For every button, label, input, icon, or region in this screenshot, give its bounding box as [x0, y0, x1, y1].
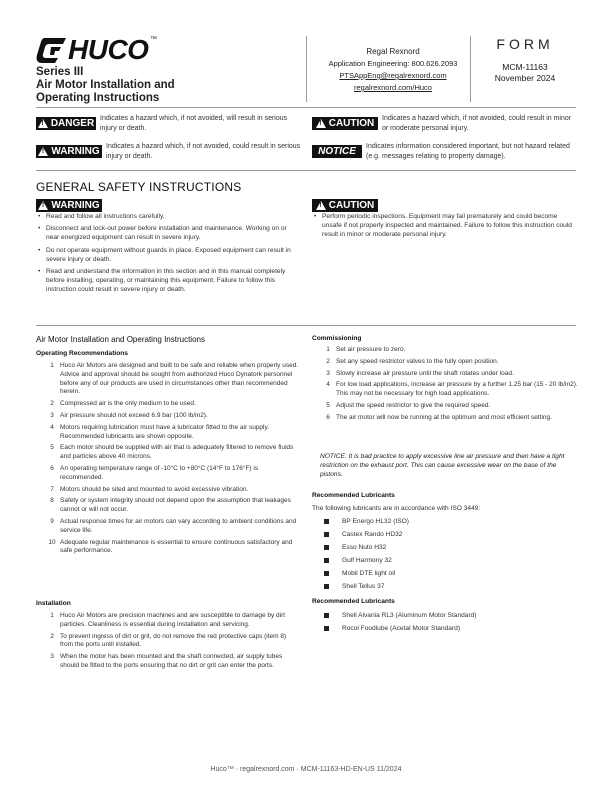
email-link[interactable]: PTSAppEng@regalrexnord.com — [339, 71, 447, 80]
huco-logo-mark — [36, 36, 68, 64]
list-item: 3 Air pressure should not exceed 6.9 bar (100 lb/in2). — [50, 411, 208, 419]
list-item: 4 Motors requiring lubrication must have a lubricator fitted to the air supply. Recommended lubricants are shown opposite. — [50, 423, 270, 440]
list-item: 6 The air motor will now be running at the optimum and most efficient setting. — [326, 413, 552, 421]
company-name: Regal Rexnord — [366, 47, 420, 56]
list-item: 8 Safety or system integrity should not depend upon the assumption that leakages cannot or will not occur. — [50, 497, 291, 514]
warning-badge — [36, 145, 102, 158]
page-footer: Huco™ · regalrexnord.com · MCM-11163-HD-EN-US 11/2024 — [210, 766, 402, 773]
safety-warning-label: WARNING — [51, 200, 100, 211]
danger-description: Indicates a hazard which, if not avoided, will result in serious injury or death. — [100, 115, 288, 132]
install-section-heading: Air Motor Installation and Operating Instructions — [36, 335, 205, 344]
installation-title: Installation — [36, 600, 71, 607]
commissioning-title: Commissioning — [312, 335, 362, 342]
document-title — [36, 66, 286, 106]
form-info — [470, 36, 580, 83]
alert-triangle-icon — [38, 201, 48, 210]
lubricants-title: Recommended Lubricants — [312, 492, 395, 499]
lubricants-title-2: Recommended Lubricants — [312, 598, 395, 605]
list-item: 3 When the motor has been mounted and the shaft connected, air supply tubes should be fitted to the ports ensuring that no dirt or grit can enter the ports. — [50, 653, 283, 669]
notice-badge — [312, 145, 362, 158]
list-item: • Do not operate equipment without guards in place. Exposed equipment can result in severe injury or death. — [36, 246, 298, 264]
lubricants-list-2 — [312, 611, 578, 637]
lubricants-list — [312, 517, 578, 595]
list-item: BP Energo HL32 (ISO) — [312, 517, 578, 526]
safety-caution-badge — [312, 199, 378, 212]
form-number: MCM-11163 — [502, 62, 548, 72]
lubricants-intro: The following lubricants are in accordance with ISO 3449: — [312, 505, 481, 512]
list-item: 1 Set air pressure to zero. — [326, 346, 406, 353]
caution-label: CAUTION — [328, 118, 375, 129]
list-item: • Disconnect and lock-out power before installation and maintenance. Working on or near energized equipment can result in severe injury. — [36, 224, 298, 242]
warning-description: Indicates a hazard which, if not avoided, could result in serious injury or death. — [106, 143, 301, 160]
list-item: 1 Huco Air Motors are designed and built to be safe and reliable when properly used. Advice and approval should be sought from authorized Huco Dynatork personnel before any of our products are used in circumstances other than recommended herein. — [50, 362, 299, 396]
caution-description: Indicates a hazard which, if not avoided, could result in minor or moderate personal injury. — [382, 115, 572, 132]
header-divider-left — [306, 36, 307, 102]
safety-warning-badge — [36, 199, 102, 212]
list-item: 2 To prevent ingress of dirt or grit, do not remove the red protective caps (item 8) from the ports until installed. — [50, 632, 287, 649]
danger-badge — [36, 117, 96, 130]
installation-list — [44, 612, 300, 674]
title-line-2: Air Motor Installation and — [36, 79, 175, 92]
title-line-3: Operating Instructions — [36, 92, 160, 105]
list-item: 7 Motors should be sited and mounted to avoid excessive vibration. — [50, 485, 249, 493]
alert-triangle-icon — [38, 119, 48, 128]
list-item: Shell Alvania RL3 (Aluminum Motor Standard) — [312, 611, 578, 620]
header-rule — [36, 107, 576, 108]
safety-caution-label: CAUTION — [328, 200, 375, 211]
notice-label: NOTICE — [318, 146, 356, 157]
list-item: 9 Actual response times for air motors can vary according to ambient conditions and service life. — [50, 517, 297, 534]
caution-badge — [312, 117, 378, 130]
operating-recommendations-list — [44, 362, 300, 559]
list-item: Esso Nuto H32 — [312, 543, 578, 552]
list-item: Rocol Foodlube (Acetal Motor Standard) — [312, 624, 578, 633]
form-label: FORM — [496, 36, 554, 52]
list-item: 3 Slowly increase air pressure until the shaft rotates under load. — [326, 369, 514, 377]
list-item: 10 Adequate regular maintenance is essential to ensure continuous satisfactory and safe performance. — [48, 538, 293, 555]
brand-name: HUCO — [68, 34, 149, 65]
phone-line: Application Engineering: 800.626.2093 — [328, 59, 458, 68]
list-item: 6 An operating temperature range of -10°C to +80°C (14°F to 176°F) is recommended. — [50, 464, 259, 481]
list-item: 5 Each motor should be supplied with air that is adequately filtered to remove fluids and particles above 40 microns. — [50, 444, 294, 461]
list-item: 2 Compressed air is the only medium to be used. — [50, 400, 196, 408]
alert-triangle-icon — [316, 119, 326, 128]
list-item: Shell Tellus 37 — [312, 582, 578, 591]
operating-recommendations-title: Operating Recommendations — [36, 350, 128, 357]
list-item: • Read and follow all instructions carefully. — [36, 212, 298, 221]
list-item: Mobil DTE light oil — [312, 569, 578, 578]
title-line-1: Series III — [36, 66, 84, 78]
commissioning-list — [320, 346, 578, 426]
safety-rule — [36, 325, 576, 326]
danger-label: DANGER — [50, 118, 95, 129]
brand-trademark: ™ — [150, 36, 157, 43]
safety-caution-list — [312, 212, 578, 243]
legend-rule — [36, 170, 576, 171]
alert-triangle-icon — [38, 147, 48, 156]
list-item: 4 For low load applications, increase air pressure by a further 1.25 bar (15 - 20 lb/in2). This may not be necessary for high load applications. — [326, 381, 578, 398]
list-item: 5 Adjust the speed restrictor to give the required speed. — [326, 401, 491, 409]
list-item: • Perform periodic inspections. Equipment may fail prematurely and could become unsafe if not properly inspected and maintained. Failure to follow this instruction could result in minor or moderate personal injury. — [312, 212, 578, 240]
list-item: 1 Huco Air Motors are precision machines and are susceptible to damage by dirt particles. Cleanliness is essential during installation and servicing. — [50, 612, 286, 628]
list-item: • Read and understand the information in this section and in this manual completely before installing, operating, or maintaining this equipment. Failure to follow this instruction could result in severe injury or death. — [36, 267, 298, 295]
website-link[interactable]: regalrexnord.com/Huco — [354, 83, 432, 92]
list-item: Gulf Harmony 32 — [312, 556, 578, 565]
alert-triangle-icon — [316, 201, 326, 210]
company-info — [318, 46, 468, 94]
notice-description: Indicates information considered important, but not hazard related (e.g. messages relating to property damage). — [366, 143, 570, 160]
list-item: Castex Rando HD32 — [312, 530, 578, 539]
safety-warning-list — [36, 212, 298, 298]
form-date: November 2024 — [494, 73, 556, 83]
safety-section-title: GENERAL SAFETY INSTRUCTIONS — [36, 180, 242, 194]
warning-label: WARNING — [51, 146, 100, 157]
commissioning-notice: NOTICE: It is bad practice to apply excessive line air pressure and then have a tight restriction on the exhaust port. This can cause excessive wear on the base of the pistons. — [320, 453, 565, 478]
list-item: 2 Set any speed restrictor valves to the fully open position. — [326, 357, 499, 365]
